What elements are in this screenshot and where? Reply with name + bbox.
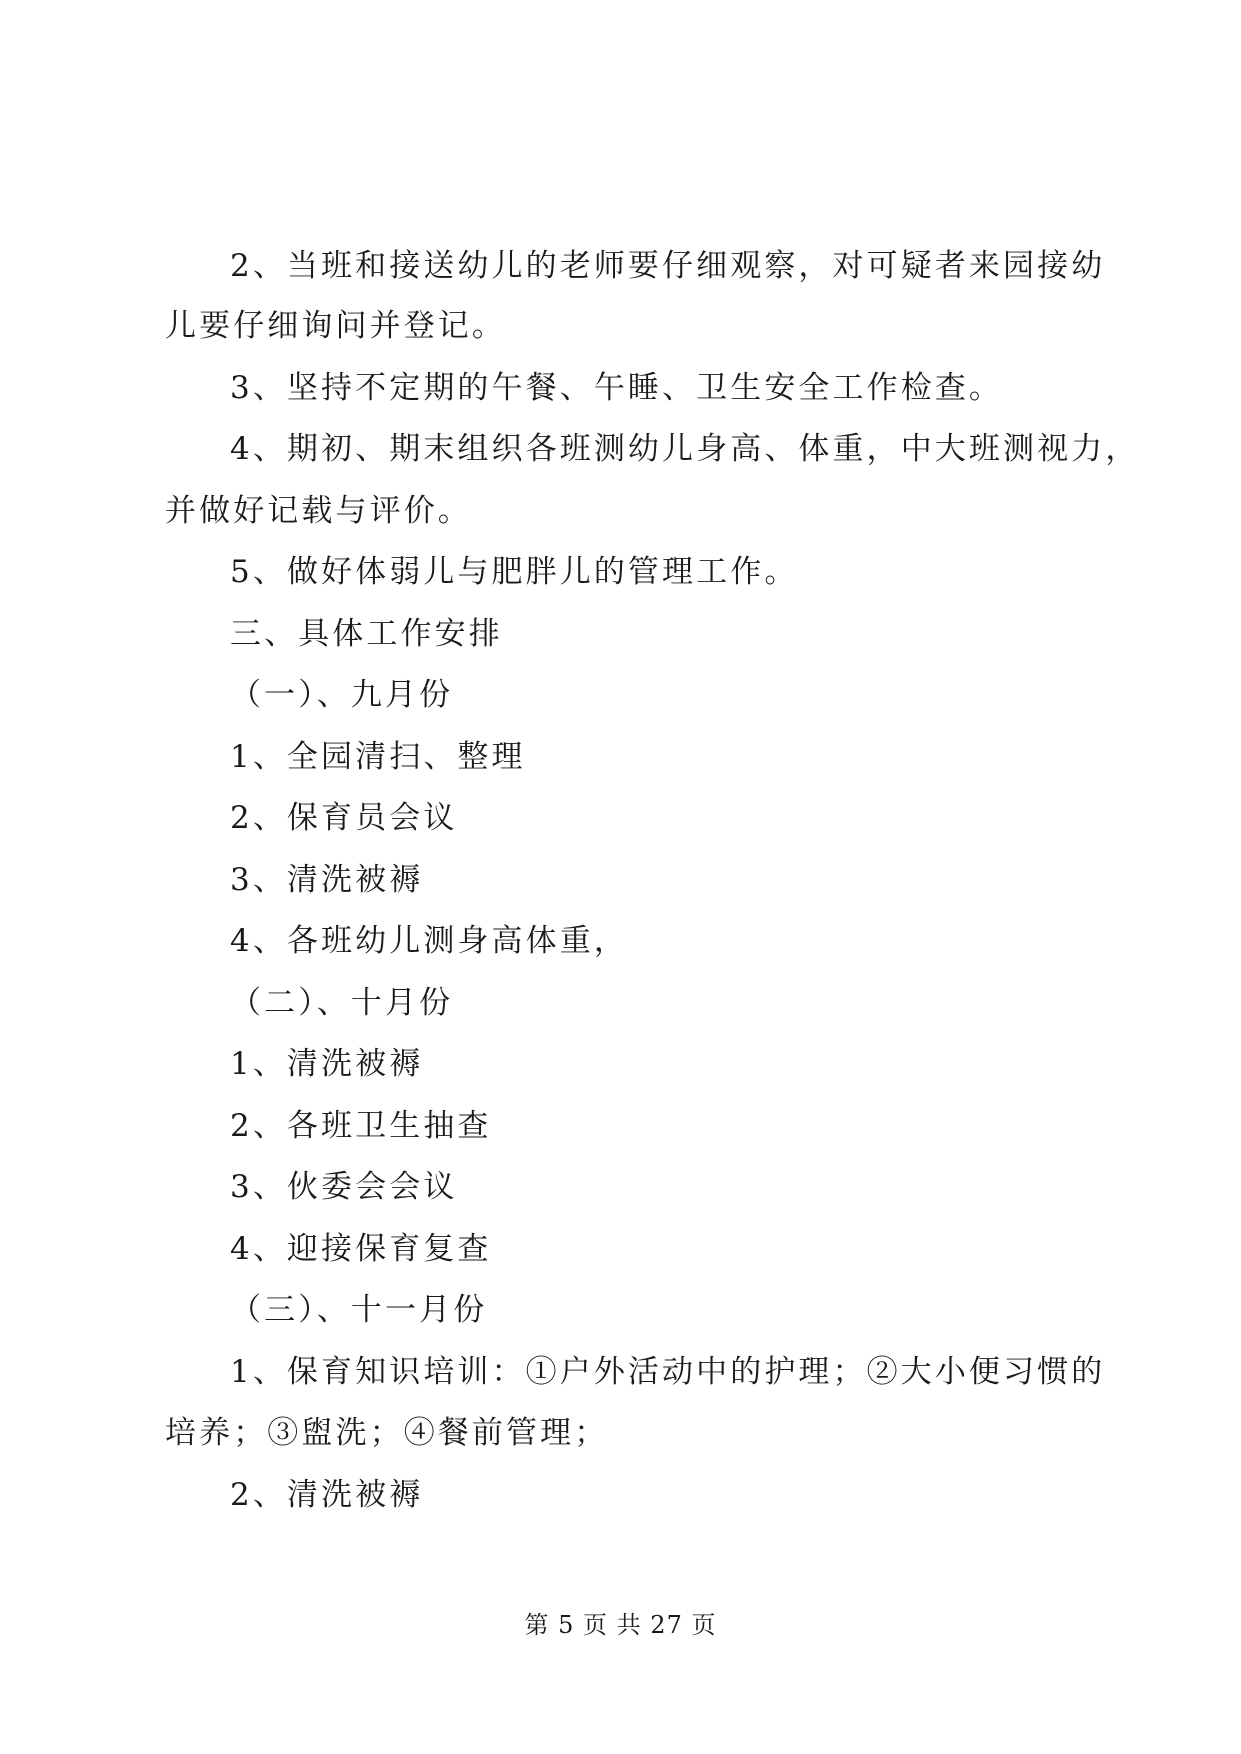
paragraph-line: 儿要仔细询问并登记。 bbox=[165, 308, 506, 344]
section-heading: 三、具体工作安排 bbox=[230, 616, 503, 652]
subsection-heading: （二）、十月份 bbox=[230, 985, 454, 1021]
paragraph-line: 3、坚持不定期的午餐、午睡、卫生安全工作检查。 bbox=[230, 370, 1004, 406]
subsection-heading: （一）、九月份 bbox=[230, 677, 454, 713]
subsection-heading: （三）、十一月份 bbox=[230, 1292, 488, 1328]
list-item: 2、各班卫生抽查 bbox=[230, 1108, 492, 1144]
page-number-footer: 第 5 页 共 27 页 bbox=[524, 1611, 717, 1639]
list-item: 4、迎接保育复查 bbox=[230, 1231, 492, 1267]
list-item: 3、清洗被褥 bbox=[230, 862, 424, 898]
list-item: 1、全园清扫、整理 bbox=[230, 739, 526, 775]
paragraph-line: 1、保育知识培训：①户外活动中的护理；②大小便习惯的 bbox=[230, 1354, 1106, 1390]
paragraph-line: 5、做好体弱儿与肥胖儿的管理工作。 bbox=[230, 554, 799, 590]
list-item: 3、伙委会会议 bbox=[230, 1169, 458, 1205]
list-item: 4、各班幼儿测身高体重， bbox=[230, 923, 628, 959]
paragraph-line: 4、期初、期末组织各班测幼儿身高、体重，中大班测视力， bbox=[230, 431, 1140, 467]
list-item: 1、清洗被褥 bbox=[230, 1046, 424, 1082]
list-item: 2、保育员会议 bbox=[230, 800, 458, 836]
paragraph-line: 培养；③盥洗；④餐前管理； bbox=[165, 1415, 609, 1451]
paragraph-line: 并做好记载与评价。 bbox=[165, 493, 472, 529]
list-item: 2、清洗被褥 bbox=[230, 1477, 424, 1513]
paragraph-line: 2、当班和接送幼儿的老师要仔细观察，对可疑者来园接幼 bbox=[230, 248, 1106, 284]
